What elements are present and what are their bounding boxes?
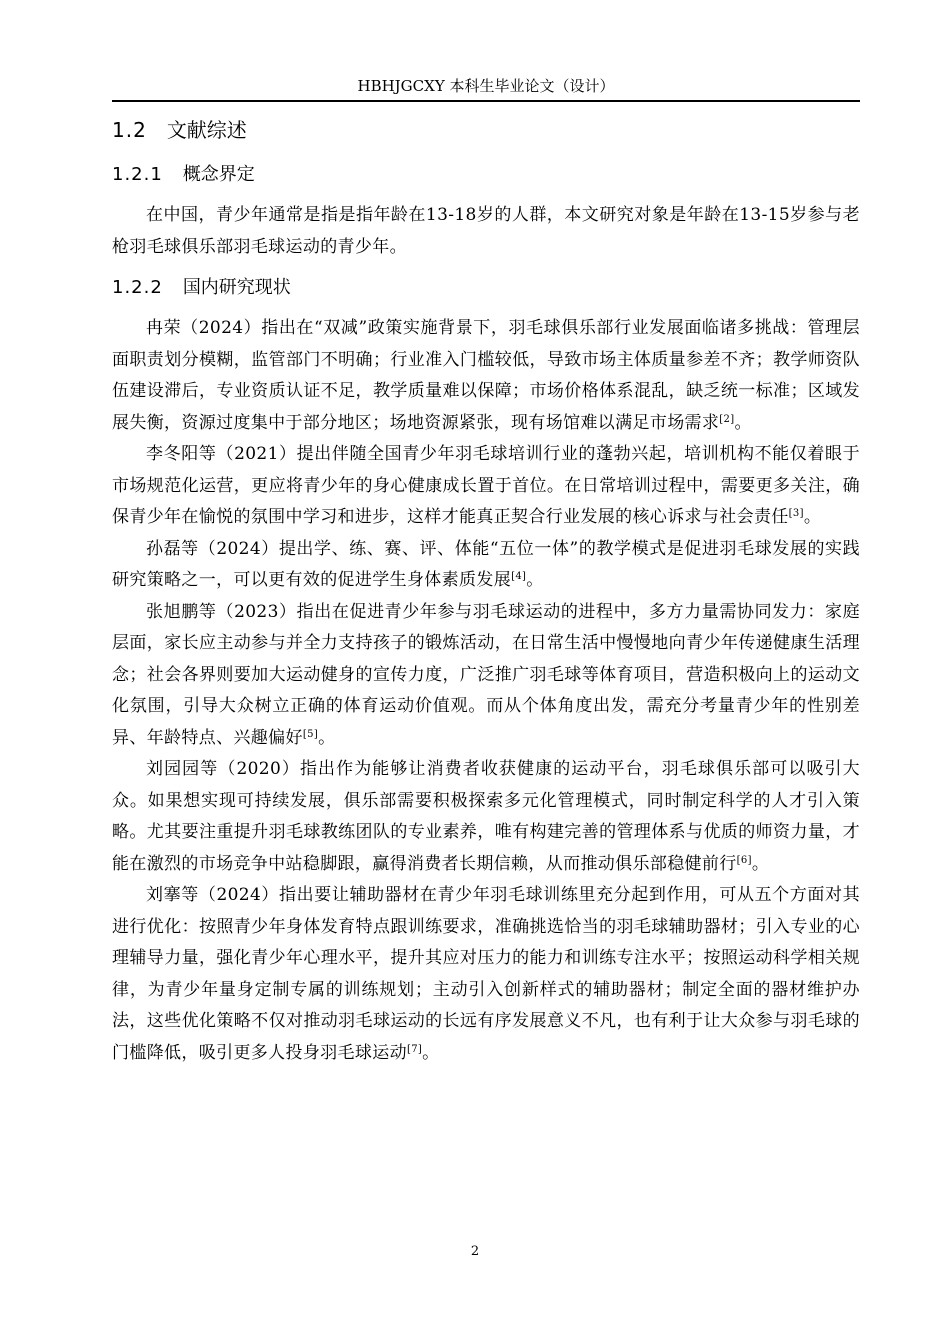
- sentence-end: 。: [734, 412, 752, 433]
- paragraph-text: 冉荣（2024）指出在“双减”政策实施背景下，羽毛球俱乐部行业发展面临诸多挑战：管理层面职责划分模糊，监管部门不明确；行业准入门槛较低，导致市场主体质量参差不齐；教学师资队伍建设滞后，专业资质认证不足，教学质量难以保障；市场价格体系混乱，缺乏统一标准；区域发展失衡，资源过度集中于部分地区；场地资源紧张，现有场馆难以满足市场需求: [112, 318, 860, 433]
- subsection-heading-1-2-2: [112, 273, 860, 303]
- section-number: 1.2: [112, 118, 147, 142]
- sentence-end: 。: [422, 1042, 440, 1063]
- subsection-number: 1.2.1: [112, 164, 163, 185]
- paragraph-text: 张旭鹏等（2023）指出在促进青少年参与羽毛球运动的进程中，多方力量需协同发力：家庭层面，家长应主动参与并全力支持孩子的锻炼活动，在日常生活中慢慢地向青少年传递健康生活理念；社会各界则要加大运动健身的宣传力度，广泛推广羽毛球等体育项目，营造积极向上的运动文化氛围，引导大众树立正确的体育运动价值观。而从个体角度出发，需充分考量青少年的性别差异、年龄特点、兴趣偏好: [112, 601, 860, 748]
- paragraph-liuqian: [112, 880, 860, 1069]
- sentence-end: 。: [526, 570, 544, 590]
- page-number: 2: [470, 1244, 480, 1259]
- paragraph-text: 李冬阳等（2021）提出伴随全国青少年羽毛球培训行业的蓬勃兴起，培训机构不能仅着眼于市场规范化运营，更应将青少年的身心健康成长置于首位。在日常培训过程中，需要更多关注，确保青少年在愉悦的氛围中学习和进步，这样才能真正契合行业发展的核心诉求与社会责任: [112, 444, 860, 527]
- subsection-heading-1-2-1: [112, 160, 860, 190]
- running-header: HBHJGCXY 本科生毕业论文（设计）: [357, 77, 615, 95]
- section-heading-1-2: [112, 114, 860, 146]
- paragraph-text: 在中国，青少年通常是指是指年龄在13-18岁的人群，本文研究对象是年龄在13-15岁参与老枪羽毛球俱乐部羽毛球运动的青少年。: [112, 205, 860, 257]
- section-title: 文献综述: [166, 118, 247, 142]
- citation-ref: [3]: [788, 508, 804, 519]
- sentence-end: 。: [803, 507, 822, 527]
- paragraph-text: 刘园园等（2020）指出作为能够让消费者收获健康的运动平台，羽毛球俱乐部可以吸引大众。如果想实现可持续发展，俱乐部需要积极探索多元化管理模式，同时制定科学的人才引入策略。尤其要注重提升羽毛球教练团队的专业素养，唯有构建完善的管理体系与优质的师资力量，才能在激烈的市场竞争中站稳脚跟，赢得消费者长期信赖，从而推动俱乐部稳健前行: [112, 759, 860, 874]
- paragraph-definition: [112, 200, 860, 263]
- paragraph-lidongyang: [112, 439, 860, 534]
- subsection-title: 概念界定: [182, 164, 255, 185]
- citation-ref: [6]: [736, 854, 752, 866]
- header-divider: [112, 100, 860, 102]
- citation-ref: [2]: [719, 413, 735, 425]
- paragraph-text: 刘搴等（2024）指出要让辅助器材在青少年羽毛球训练里充分起到作用，可从五个方面对其进行优化：按照青少年身体发育特点跟训练要求，准确挑选恰当的羽毛球辅助器材；引入专业的心理辅导力量，强化青少年心理水平，提升其应对压力的能力和训练专注水平；按照运动科学相关规律，为青少年量身定制专属的训练规划；主动引入创新样式的辅助器材；制定全面的器材维护办法，这些优化策略不仅对推动羽毛球运动的长远有序发展意义不凡，也有利于让大众参与羽毛球的门槛降低，吸引更多人投身羽毛球运动: [112, 885, 860, 1063]
- subsection-title: 国内研究现状: [182, 277, 291, 298]
- paragraph-sunlei: [112, 534, 860, 597]
- citation-ref: [5]: [302, 728, 319, 740]
- subsection-number: 1.2.2: [112, 277, 163, 298]
- paragraph-zhangxupeng: [112, 597, 860, 755]
- page-body: [112, 114, 860, 1069]
- citation-ref: [7]: [406, 1043, 423, 1055]
- citation-ref: [4]: [511, 571, 527, 582]
- sentence-end: 。: [751, 853, 770, 874]
- paragraph-text: 孙磊等（2024）提出学、练、赛、评、体能“五位一体”的教学模式是促进羽毛球发展的实践研究策略之一，可以更有效的促进学生身体素质发展: [112, 538, 860, 590]
- sentence-end: 。: [318, 727, 336, 748]
- paragraph-ranrong: [112, 313, 860, 439]
- paragraph-liuyuanyuan: [112, 754, 860, 880]
